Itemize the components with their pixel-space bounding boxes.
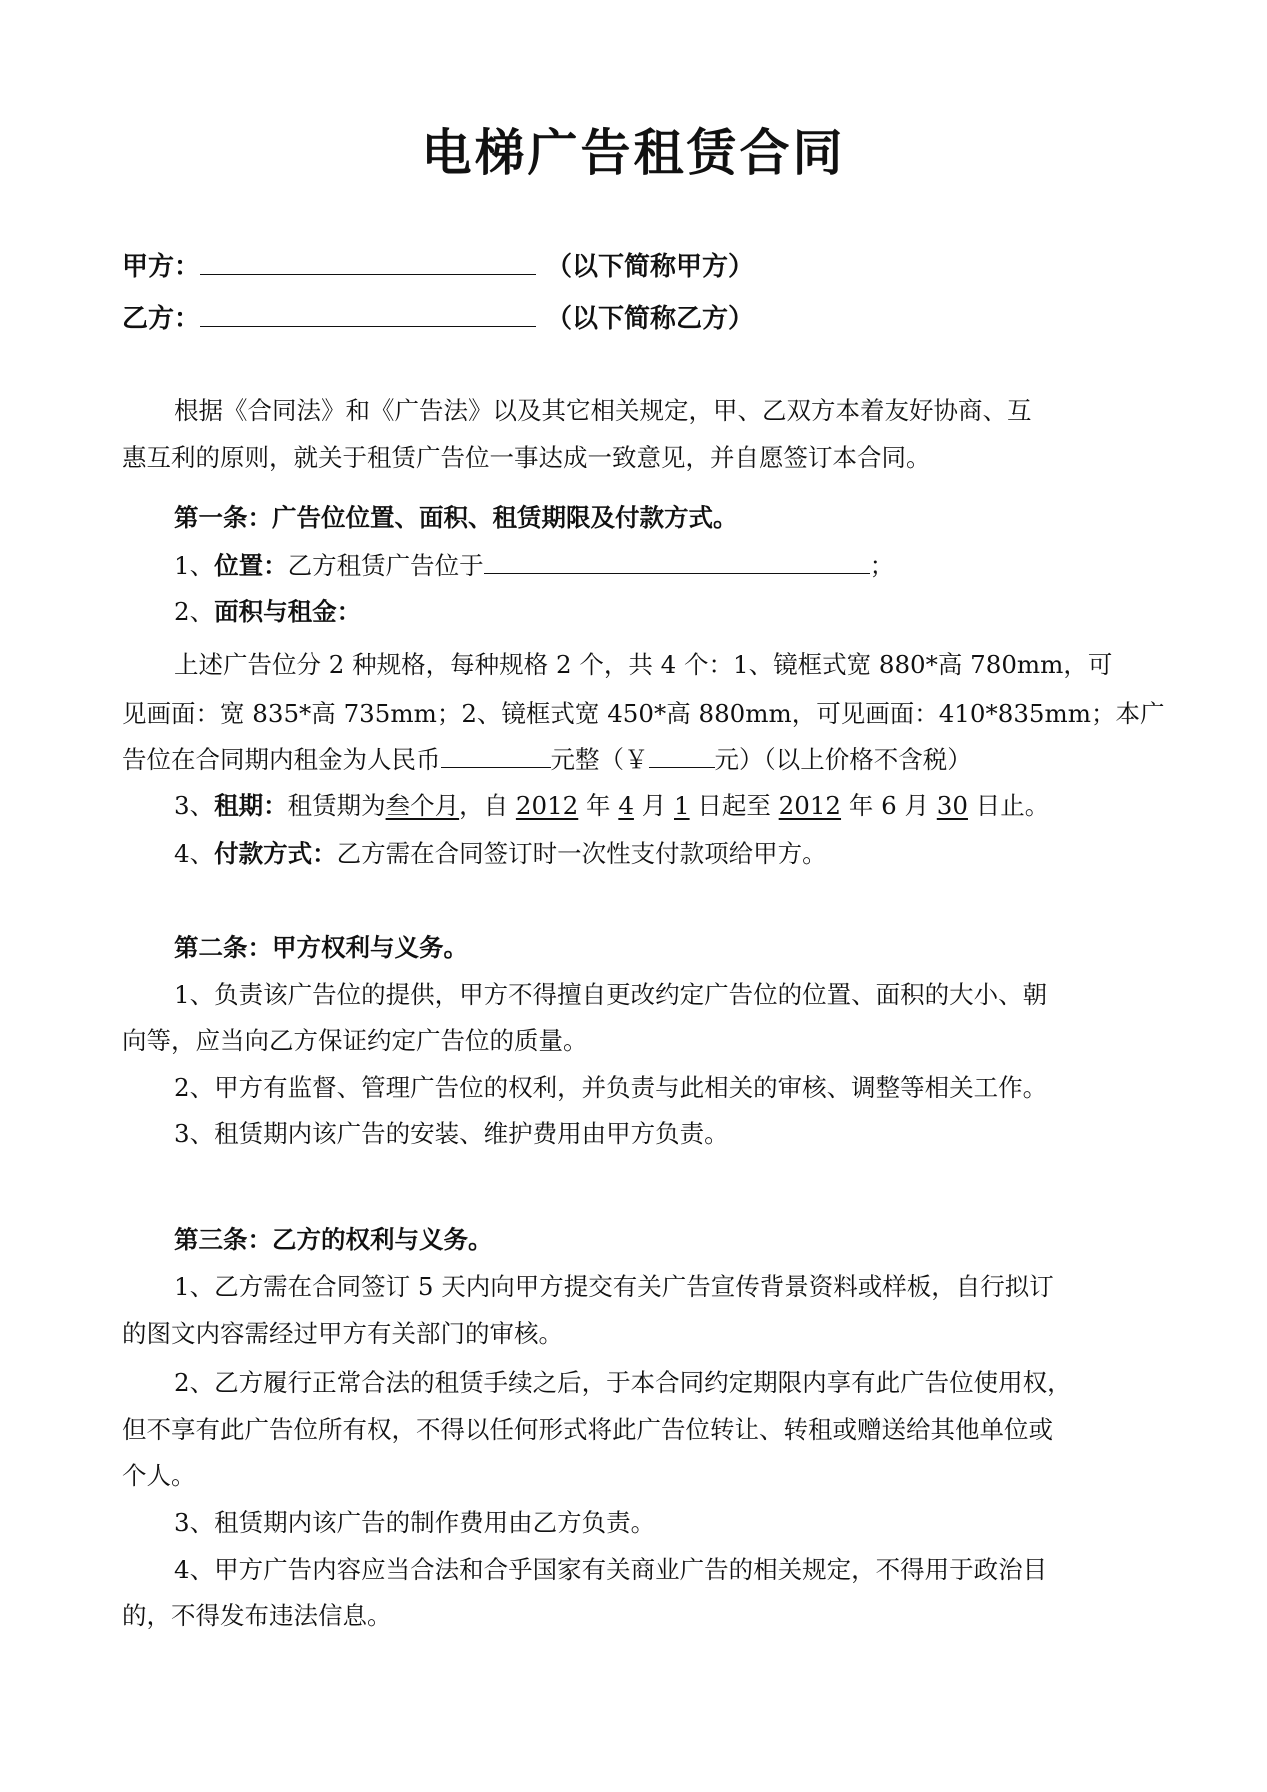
- article-3-item-1-line-1: 1、乙方需在合同签订 5 天内向甲方提交有关广告宣传背景资料或样板，自行拟订: [174, 1272, 1054, 1301]
- lease-text: 日起至: [689, 791, 779, 820]
- lease-text: 月: [633, 791, 674, 820]
- start-month: 4: [618, 791, 634, 820]
- article-3-item-4-line-1: 4、甲方广告内容应当合法和合乎国家有关商业广告的相关规定，不得用于政治目: [174, 1555, 1048, 1584]
- article-3-item-2-line-2: 但不享有此广告位所有权，不得以任何形式将此广告位转让、转租或赠送给其他单位或: [122, 1415, 1053, 1444]
- party-a-line: [122, 248, 1152, 285]
- article-3-item-4-line-2: 的，不得发布违法信息。: [122, 1601, 392, 1630]
- spec-line-3: [122, 741, 1152, 778]
- article-3-item-1-line-2: 的图文内容需经过甲方有关部门的审核。: [122, 1319, 563, 1348]
- item-number: 1、: [174, 551, 215, 580]
- lease-text: 日止。: [967, 791, 1050, 820]
- end-day: 30: [936, 791, 968, 820]
- intro-line-2: 惠互利的原则，就关于租赁广告位一事达成一致意见，并自愿签订本合同。: [122, 443, 931, 472]
- party-b-blank[interactable]: [200, 300, 536, 327]
- article-1-heading: 第一条：广告位位置、面积、租赁期限及付款方式。: [174, 503, 738, 532]
- party-a-label: 甲方：: [122, 252, 201, 282]
- article-2-item-1-line-1: 1、负责该广告位的提供，甲方不得擅自更改约定广告位的位置、面积的大小、朝: [174, 980, 1048, 1009]
- article-2-item-3: 3、租赁期内该广告的安装、维护费用由甲方负责。: [174, 1119, 729, 1148]
- lease-period: 叁个月: [385, 791, 460, 820]
- start-day: 1: [674, 791, 690, 820]
- article-3-item-3: 3、租赁期内该广告的制作费用由乙方负责。: [174, 1508, 656, 1537]
- item-number: 3、: [174, 791, 215, 820]
- item-label: 付款方式：: [214, 839, 337, 868]
- spec-line-2: 见画面：宽 835*高 735mm；2、镜框式宽 450*高 880mm，可见画面：410*835mm；本广: [122, 699, 1165, 728]
- article-2-item-2: 2、甲方有监督、管理广告位的权利，并负责与此相关的审核、调整等相关工作。: [174, 1073, 1048, 1102]
- rent-text: 告位在合同期内租金为人民币: [122, 745, 441, 774]
- party-a-suffix: （以下简称甲方）: [546, 252, 755, 282]
- lease-text: 年: [578, 791, 619, 820]
- party-a-blank[interactable]: [200, 248, 536, 275]
- spec-line-1: 上述广告位分 2 种规格，每种规格 2 个，共 4 个：1、镜框式宽 880*高 780mm，可: [174, 650, 1113, 679]
- lease-text: ，自: [459, 791, 516, 820]
- party-b-line: [122, 300, 1152, 337]
- start-year: 2012: [515, 791, 579, 820]
- party-b-suffix: （以下简称乙方）: [546, 304, 755, 334]
- article-2-heading: 第二条：甲方权利与义务。: [174, 933, 468, 962]
- article-2-item-1-line-2: 向等，应当向乙方保证约定广告位的质量。: [122, 1026, 588, 1055]
- item-number: 4、: [174, 839, 215, 868]
- article-1-item-1: [174, 547, 1204, 584]
- rent-words-blank[interactable]: [441, 741, 551, 768]
- article-1-item-4: [174, 836, 1204, 872]
- lease-text: 年 6 月: [841, 791, 937, 820]
- item-label: 面积与租金：: [214, 597, 362, 626]
- item-text: 乙方需在合同签订时一次性支付款项给甲方。: [336, 839, 827, 868]
- item-label: 位置：: [214, 551, 288, 580]
- item-number: 2、: [174, 597, 215, 626]
- document-title: 电梯广告租赁合同: [421, 124, 846, 182]
- party-b-label: 乙方：: [122, 304, 201, 334]
- intro-line-1: 根据《合同法》和《广告法》以及其它相关规定，甲、乙双方本着友好协商、互: [174, 396, 1032, 425]
- end-year: 2012: [778, 791, 842, 820]
- item-label: 租期：: [214, 791, 288, 820]
- article-3-item-2-line-3: 个人。: [122, 1461, 196, 1490]
- article-1-item-2: [174, 594, 1204, 630]
- rent-text-2: 元整（￥: [550, 745, 649, 774]
- article-3-item-2-line-1: 2、乙方履行正常合法的租赁手续之后，于本合同约定期限内享有此广告位使用权，: [174, 1368, 1072, 1397]
- rent-amount-blank[interactable]: [649, 741, 715, 768]
- article-3-heading: 第三条：乙方的权利与义务。: [174, 1225, 493, 1254]
- item-text: 乙方租赁广告位于: [287, 551, 484, 580]
- lease-text: 租赁期为: [287, 791, 386, 820]
- item-end: ；: [869, 551, 895, 580]
- location-blank[interactable]: [484, 547, 870, 574]
- article-1-item-3: [174, 788, 1204, 824]
- rent-text-3: 元）（以上价格不含税）: [714, 745, 972, 774]
